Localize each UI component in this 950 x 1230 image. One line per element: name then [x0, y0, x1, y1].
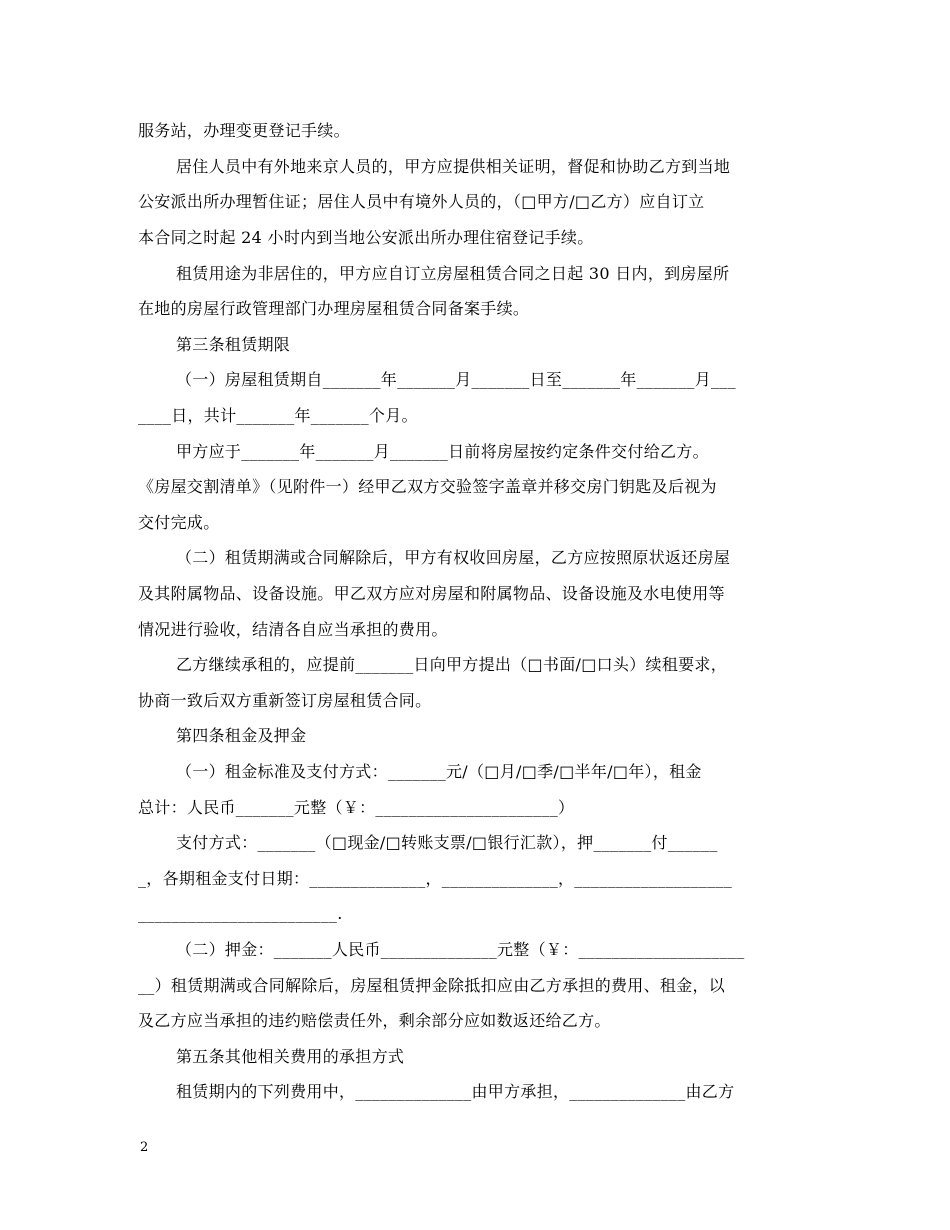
section-heading: 第三条租赁期限	[176, 335, 291, 354]
text-line: 服务站，办理变更登记手续。	[138, 121, 350, 140]
text-line: 乙方继续承租的，应提前_______日向甲方提出（□书面/□口头）续租要求，	[176, 655, 728, 674]
text-line: （二）租赁期满或合同解除后，甲方有权收回房屋，乙方应按照原状返还房屋	[176, 548, 731, 567]
text-line: （一）房屋租赁期自_______年_______月_______日至_______年_______月___	[176, 370, 736, 389]
text-line: __）租赁期满或合同解除后，房屋租赁押金除抵扣应由乙方承担的费用、租金，以	[138, 976, 726, 995]
section-heading: 第四条租金及押金	[176, 726, 307, 745]
text-line: 总计：人民币_______元整（￥：______________________）	[138, 798, 575, 817]
text-line: ________________________.	[138, 904, 343, 923]
text-line: 居住人员中有外地来京人员的，甲方应提供相关证明，督促和协助乙方到当地	[176, 157, 731, 176]
text-line: 租赁用途为非居住的，甲方应自订立房屋租赁合同之日起 30 日内，到房屋所	[176, 264, 730, 283]
text-line: 甲方应于_______年_______月_______日前将房屋按约定条件交付给乙方。	[176, 442, 709, 461]
text-line: 情况进行验收，结清各自应当承担的费用。	[138, 620, 448, 639]
page-number: 2	[140, 1140, 149, 1155]
text-line: 交付完成。	[138, 513, 220, 532]
text-line: 公安派出所办理暂住证；居住人员中有境外人员的，（□甲方/□乙方）应自订立	[138, 192, 705, 211]
section-heading: 第五条其他相关费用的承担方式	[176, 1047, 405, 1066]
text-line: 支付方式：_______（□现金/□转账支票/□银行汇款），押_______付______	[176, 833, 718, 852]
text-line: （二）押金：_______人民币______________元整（￥：____________________	[176, 940, 745, 959]
text-line: _，各期租金支付日期：______________，______________，___________________	[138, 869, 732, 888]
text-line: （一）租金标准及支付方式：_______元/（□月/□季/□半年/□年），租金	[176, 762, 702, 781]
text-line: 协商一致后双方重新签订房屋租赁合同。	[138, 691, 432, 710]
text-line: 在地的房屋行政管理部门办理房屋租赁合同备案手续。	[138, 299, 530, 318]
text-line: 及其附属物品、设备设施。甲乙双方应对房屋和附属物品、设备设施及水电使用等	[138, 584, 725, 603]
text-line: 租赁期内的下列费用中，______________由甲方承担，______________由乙方	[176, 1082, 735, 1101]
text-line: 本合同之时起 24 小时内到当地公安派出所办理住宿登记手续。	[138, 228, 594, 247]
text-line: 及乙方应当承担的违约赔偿责任外，剩余部分应如数返还给乙方。	[138, 1011, 611, 1030]
text-line: ____日，共计_______年_______个月。	[138, 406, 418, 425]
text-line: 《房屋交割清单》（见附件一）经甲乙双方交验签字盖章并移交房门钥匙及后视为	[138, 477, 717, 496]
